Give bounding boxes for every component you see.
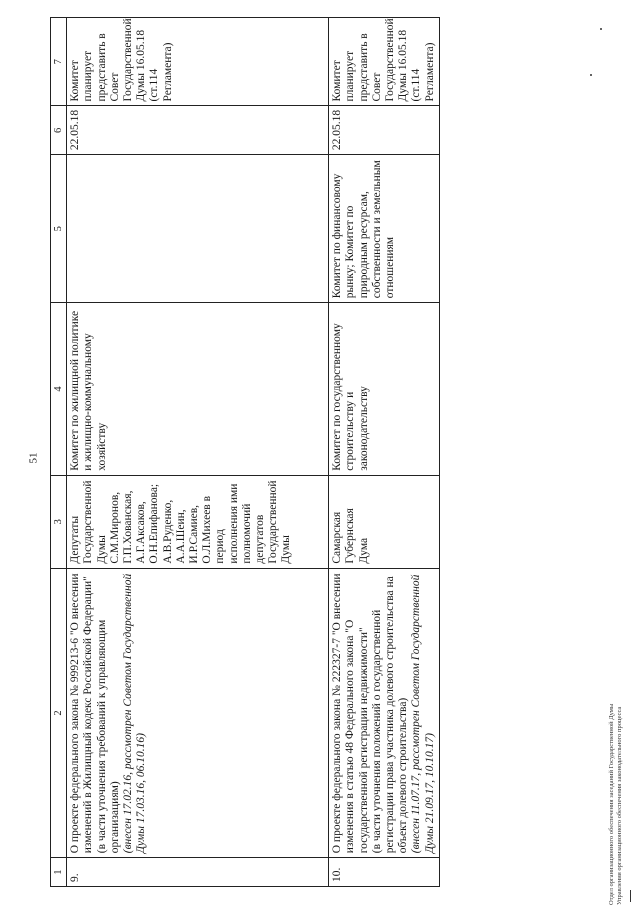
header-cell-5: 5: [51, 155, 67, 303]
row-number: 10.: [329, 858, 440, 887]
bill-description: [329, 568, 440, 858]
header-cell-1: 1: [51, 858, 67, 887]
header-cell-4: 4: [51, 303, 67, 475]
table-row: [67, 18, 329, 887]
header-cell-6: 6: [51, 106, 67, 155]
footer-rule: [630, 890, 631, 902]
table-row: [329, 18, 440, 887]
co-committees: Комитет по финансовому рынку; Комитет по природным ресурсам, собственности и земельным отношениям: [329, 155, 440, 303]
co-committees: [67, 155, 329, 303]
footer-line-2: Управления организационного обеспечения законодательного процесса: [616, 706, 623, 905]
bill-subtitle: (в части уточнения требований к управляющим организациям): [95, 619, 121, 854]
bill-description: [67, 568, 329, 858]
header-cell-3: 3: [51, 475, 67, 568]
speck-1: [600, 28, 602, 30]
header-cell-7: 7: [51, 18, 67, 107]
bill-title: О проекте федерального закона № 999213-6 "О внесении изменений в Жилищный кодекс Российской Федерации": [69, 573, 95, 854]
bill-subtitle: (в части уточнения положений о государственной регистрации права участника долевого строительства на объект долевого строительства): [370, 576, 410, 854]
bill-date: 22.05.18: [67, 106, 329, 155]
bill-note: (внесен 17.02.16, рассмотрен Советом Государственной Думы 17.03.16, 06.10.16): [122, 573, 148, 854]
bill-author: Депутаты Государственной Думы С.М.Миронов, Г.П.Хованская, А.Г.Аксаков, О.Н.Епифанова; А.В.Руденко, А.А.Шеин, И.Р.Самиев, О.Л.Михеев в период исполнения ими полномочий депутатов Государственной Думы: [67, 475, 329, 568]
bill-status: Комитет планирует представить в Совет Государственной Думы 16.05.18 (ст.114 Регламента): [329, 18, 440, 107]
header-cell-2: 2: [51, 568, 67, 858]
bill-author: Самарская Губернская Дума: [329, 475, 440, 568]
footer-line-1: Отдел организационного обеспечения заседаний Государственной Думы: [608, 703, 615, 905]
lead-committee: Комитет по жилищной политике и жилищно-коммунальному хозяйству: [67, 303, 329, 475]
bills-table: [50, 17, 440, 887]
page-footer: [608, 585, 624, 905]
bill-date: 22.05.18: [329, 106, 440, 155]
speck-2: [590, 74, 592, 76]
header-row: [51, 18, 67, 887]
row-number: 9.: [67, 858, 329, 887]
bill-title: О проекте федерального закона № 222327-7 "О внесении изменения в статью 48 Федерального закона "О государственной регистрации недвижимости": [331, 573, 370, 854]
rotated-table-container: [50, 17, 436, 887]
bill-note: (внесен 11.07.17, рассмотрен Советом Государственной Думы 21.09.17, 10.10.17): [410, 574, 436, 854]
page-number: 51: [27, 452, 40, 464]
bill-status: Комитет планирует представить в Совет Государственной Думы 16.05.18 (ст.114 Регламента): [67, 18, 329, 107]
lead-committee: Комитет по государственному строительству и законодательству: [329, 303, 440, 475]
